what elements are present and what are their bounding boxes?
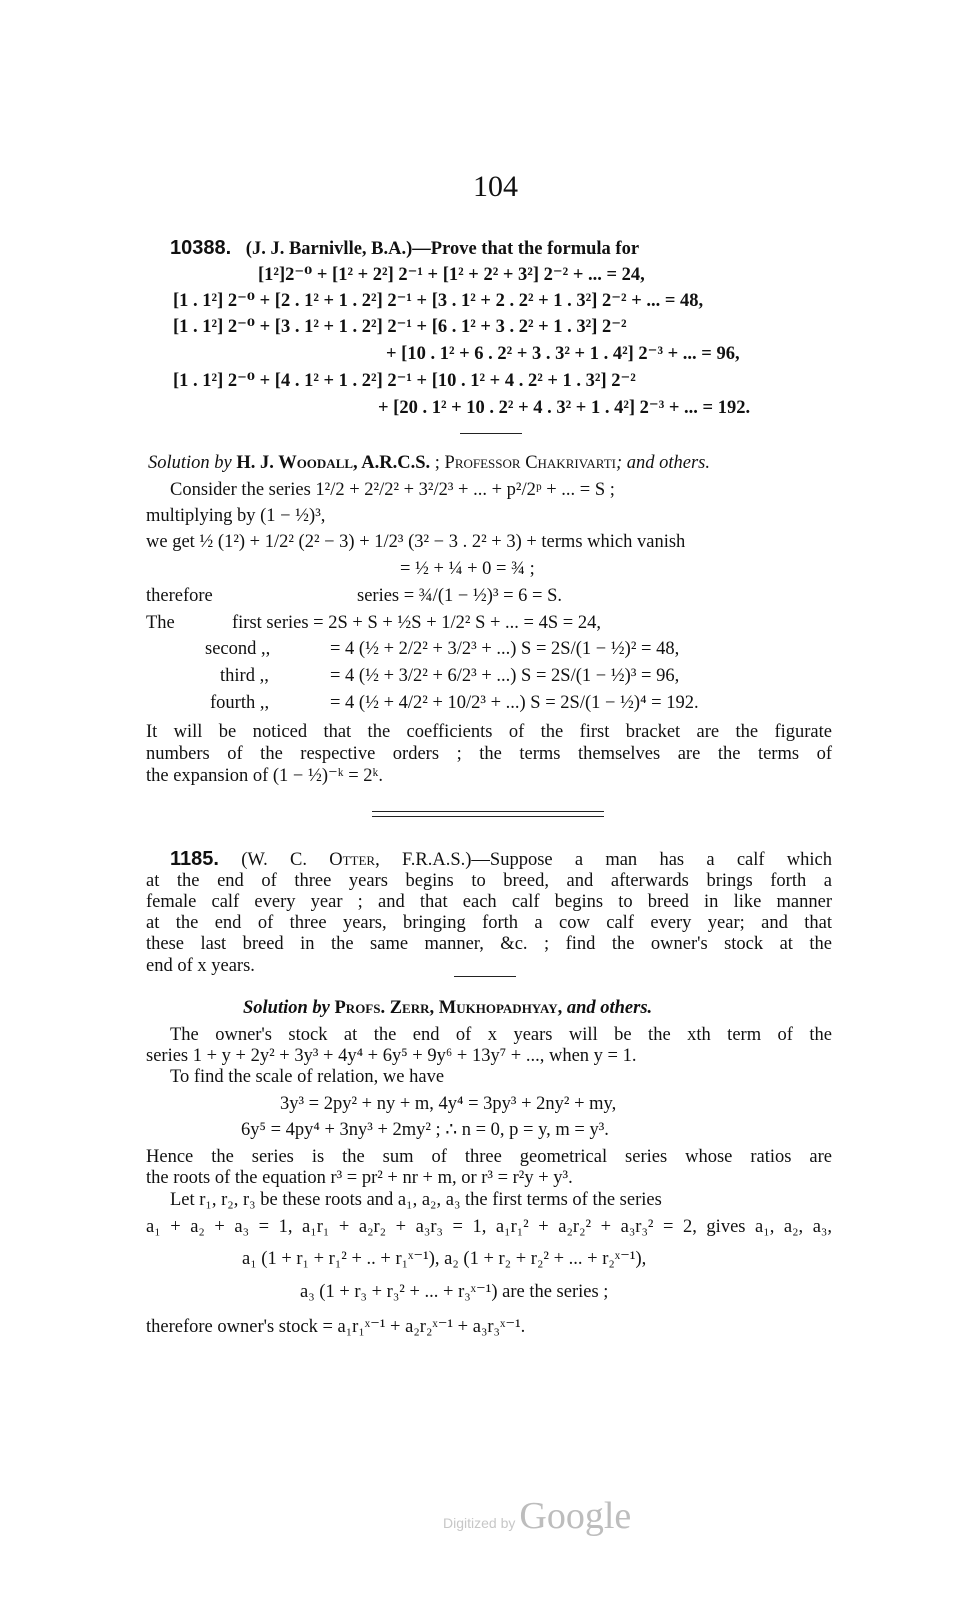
solution-heading: Solution by H. J. Woodall, A.R.C.S. ; Professor Chakrivarti; and others.: [148, 453, 711, 473]
statement-line: at the end of three years, bringing forth a cow calf every year; and that: [146, 913, 832, 933]
solution-line: series 1 + y + 2y² + 3y³ + 4y⁴ + 6y⁵ + 9y⁶ + 13y⁷ + ..., when y = 1.: [146, 1046, 637, 1066]
solution-line: a₁ (1 + r₁ + r₁² + .. + r₁ˣ⁻¹), a₂ (1 + r₂ + r₂² + ... + r₂ˣ⁻¹),: [242, 1249, 647, 1269]
solution-line: we get ½ (1²) + 1/2² (2² − 3) + 1/2³ (3² − 3 . 2² + 3) + terms which vanish: [146, 532, 686, 552]
formula-line: [1²]2⁻⁰ + [1² + 2²] 2⁻¹ + [1² + 2² + 3²] 2⁻² + ... = 24,: [258, 265, 645, 285]
problem-author: (J. J. Barnivlle, B.A.): [245, 239, 413, 259]
problem-header: [170, 237, 639, 260]
page-number: 104: [473, 170, 518, 203]
solution-line: To find the scale of relation, we have: [170, 1067, 445, 1087]
formula-line: + [20 . 1² + 10 . 2² + 4 . 3² + 1 . 4²] 2⁻³ + ... = 192.: [378, 398, 751, 418]
closing-line: It will be noticed that the coefficients of the first bracket are the figurate: [146, 722, 832, 742]
solution-line: a₁ + a₂ + a₃ = 1, a₁r₁ + a₂r₂ + a₃r₃ = 1, a₁r₁² + a₂r₂² + a₃r₃² = 2, gives a₁, a₂, a₃,: [146, 1217, 832, 1237]
problem-statement: —Prove that the formula for: [412, 239, 640, 259]
solution-line: third ,,: [220, 666, 269, 686]
solution-line: = 4 (½ + 3/2² + 6/2³ + ...) S = 2S/(1 − ½)³ = 96,: [330, 666, 680, 686]
solution-heading: Solution by Profs. Zerr, Mukhopadhyay, and others.: [243, 998, 653, 1018]
watermark-prefix: Digitized by: [443, 1515, 516, 1531]
formula-line: [1 . 1²] 2⁻⁰ + [3 . 1² + 1 . 2²] 2⁻¹ + [6 . 1² + 3 . 2² + 1 . 3²] 2⁻²: [173, 317, 627, 337]
solution-line: series = ¾/(1 − ½)³ = 6 = S.: [357, 586, 563, 606]
solution-line: therefore: [146, 586, 213, 606]
statement-line: these last breed in the same manner, &c. ; find the owner's stock at the: [146, 934, 832, 954]
solution-line: Consider the series 1²/2 + 2²/2² + 3²/2³ + ... + p²/2ᵖ + ... = S ;: [170, 480, 615, 500]
problem-header: [170, 848, 832, 871]
separator-rule: [460, 433, 522, 434]
solution-line: second ,,: [205, 639, 271, 659]
formula-line: [1 . 1²] 2⁻⁰ + [4 . 1² + 1 . 2²] 2⁻¹ + [10 . 1² + 4 . 2² + 1 . 3²] 2⁻²: [173, 371, 636, 391]
formula-line: + [10 . 1² + 6 . 2² + 3 . 3² + 1 . 4²] 2⁻³ + ... = 96,: [386, 344, 740, 364]
solution-line: The owner's stock at the end of x years will be the xth term of the: [170, 1025, 832, 1045]
solution-line: Let r₁, r₂, r₃ be these roots and a₁, a₂, a₃ the first terms of the series: [170, 1190, 662, 1210]
solution-line: Hence the series is the sum of three geometrical series whose ratios are: [146, 1147, 832, 1167]
solution-line: the roots of the equation r³ = pr² + nr + m, or r³ = r²y + y³.: [146, 1168, 573, 1188]
separator-rule: [454, 976, 516, 977]
problem-author: (W. C. Otter, F.R.A.S.): [241, 850, 472, 870]
solution-line: = 4 (½ + 4/2² + 10/2³ + ...) S = 2S/(1 − ½)⁴ = 192.: [330, 693, 699, 713]
solution-line: a₃ (1 + r₃ + r₃² + ... + r₃ˣ⁻¹) are the series ;: [300, 1282, 609, 1302]
solution-line: multiplying by (1 − ½)³,: [146, 506, 326, 526]
problem-statement: —Suppose a man has a calf which: [471, 850, 832, 870]
solution-line: The: [146, 613, 175, 633]
solution-line: therefore owner's stock = a₁r₁ˣ⁻¹ + a₂r₂ˣ⁻¹ + a₃r₃ˣ⁻¹.: [146, 1317, 526, 1337]
closing-line: numbers of the respective orders ; the terms themselves are the terms of: [146, 744, 832, 764]
problem-number: 10388.: [170, 237, 232, 259]
solution-line: fourth ,,: [210, 693, 270, 713]
problem-number: 1185.: [170, 848, 219, 870]
closing-line: the expansion of (1 − ½)⁻ᵏ = 2ᵏ.: [146, 766, 384, 786]
statement-line: at the end of three years begins to breed, and afterwards brings forth a: [146, 871, 832, 891]
section-divider: [372, 811, 604, 817]
solution-line: 3y³ = 2py² + ny + m, 4y⁴ = 3py³ + 2ny² + my,: [280, 1094, 617, 1114]
formula-line: [1 . 1²] 2⁻⁰ + [2 . 1² + 1 . 2²] 2⁻¹ + [3 . 1² + 2 . 2² + 1 . 3²] 2⁻² + ... = 48,: [173, 291, 704, 311]
solution-line: = ½ + ¼ + 0 = ¾ ;: [400, 559, 535, 579]
google-logo: Google: [519, 1495, 632, 1537]
solution-line: = 4 (½ + 2/2² + 3/2³ + ...) S = 2S/(1 − ½)² = 48,: [330, 639, 680, 659]
digitized-watermark: [443, 1494, 631, 1538]
solution-line: first series = 2S + S + ½S + 1/2² S + ... = 4S = 24,: [232, 613, 601, 633]
statement-line: end of x years.: [146, 956, 255, 976]
solution-line: 6y⁵ = 4py⁴ + 3ny³ + 2my² ; ∴ n = 0, p = y, m = y³.: [241, 1120, 609, 1140]
statement-line: female calf every year ; and that each calf begins to breed in like manner: [146, 892, 832, 912]
